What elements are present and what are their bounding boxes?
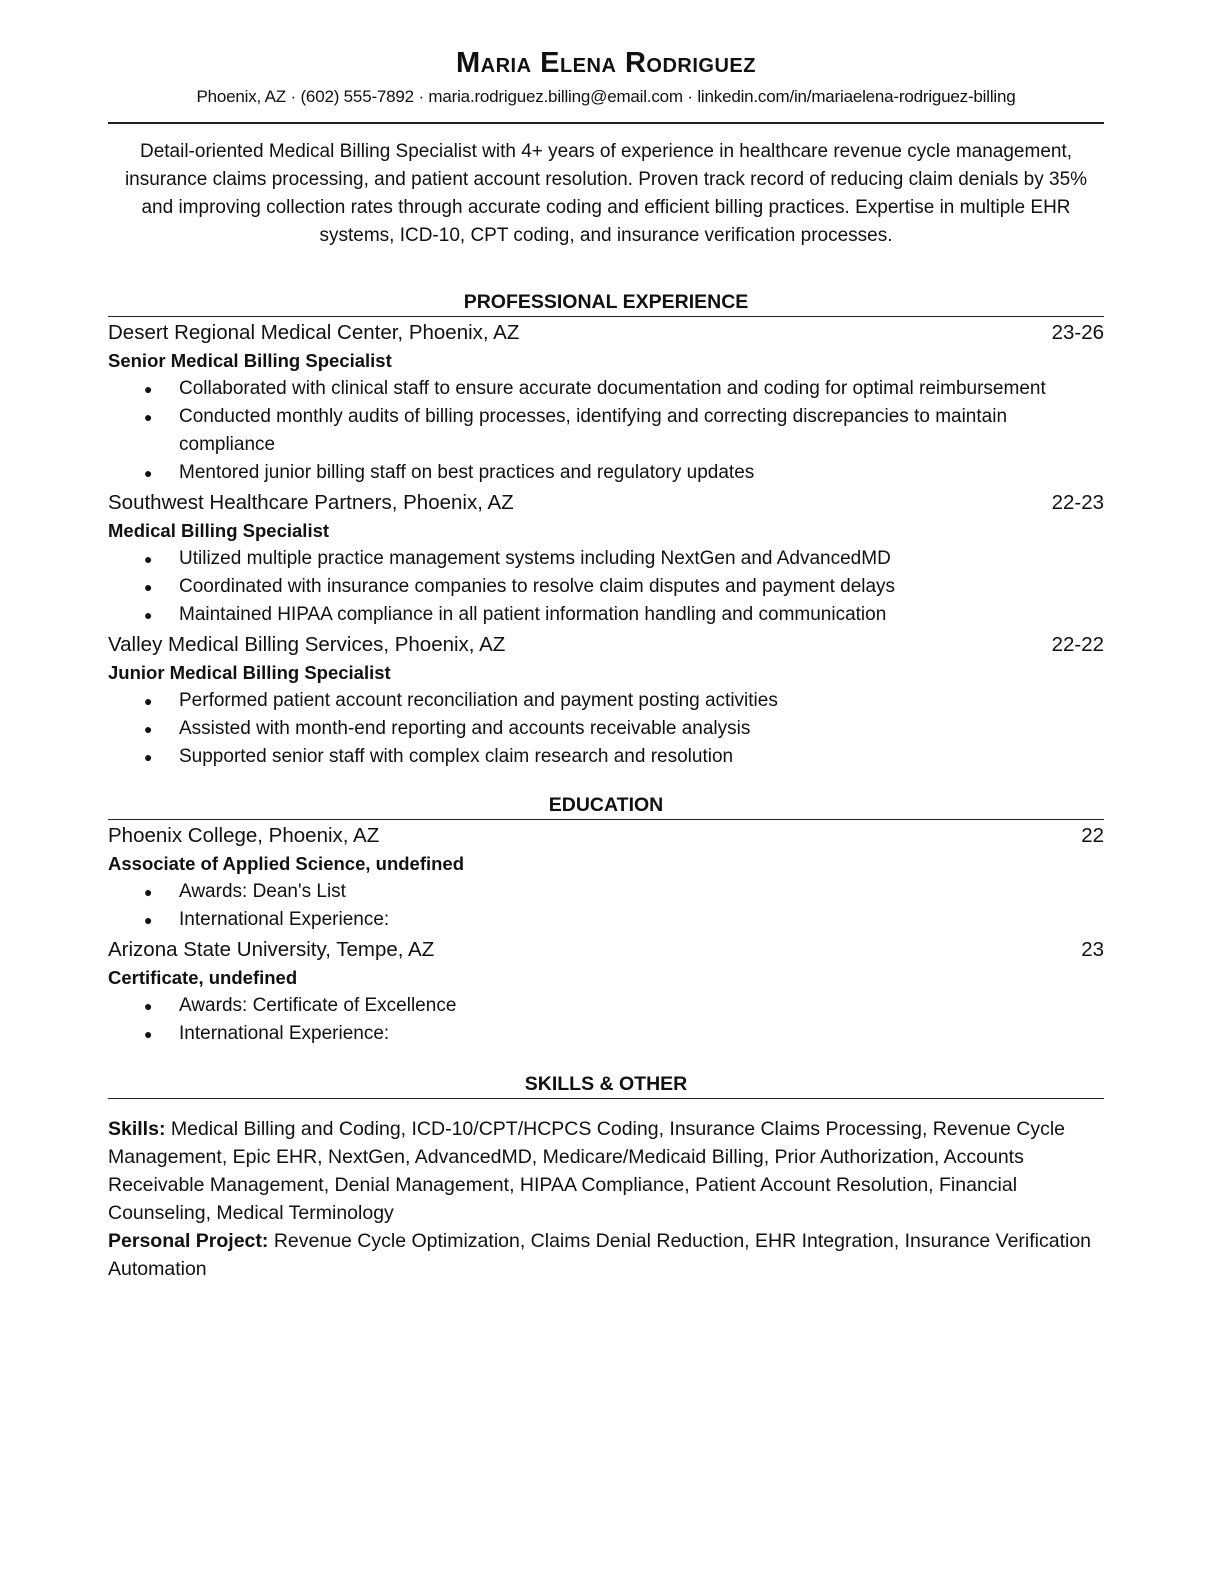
bullet-text: Coordinated with insurance companies to resolve claim disputes and payment delays — [179, 576, 896, 597]
bullet-text: Performed patient account reconciliation and payment posting activities — [179, 690, 778, 711]
entry-organization: Phoenix College, Phoenix, AZ — [108, 824, 380, 847]
bullet-item — [108, 1020, 1104, 1048]
entry — [108, 631, 1104, 771]
entry-header — [108, 936, 1104, 964]
bullet-text: Maintained HIPAA compliance in all patient information handling and communication — [179, 604, 887, 625]
section-title-education: EDUCATION — [548, 794, 664, 816]
entry-dates: 22 — [1081, 824, 1104, 847]
bullet-text: Awards: Dean's List — [179, 881, 346, 902]
entry — [108, 822, 1104, 934]
candidate-name: Maria Elena Rodriguez — [456, 47, 756, 79]
personal-project-line — [108, 1227, 1104, 1283]
header-divider — [108, 122, 1104, 124]
bullet-item — [108, 743, 1104, 771]
entry-organization: Southwest Healthcare Partners, Phoenix, AZ — [108, 491, 514, 514]
bullet-dot-icon: ● — [144, 721, 153, 737]
bullet-item — [108, 459, 1104, 487]
bullet-list — [108, 992, 1104, 1048]
resume-page — [108, 0, 1104, 1283]
bullet-item — [108, 906, 1104, 934]
personal-project-text: Revenue Cycle Optimization, Claims Denial Reduction, EHR Integration, Insurance Verification Automation — [108, 1230, 1092, 1280]
bullet-item — [108, 715, 1104, 743]
bullet-text: Collaborated with clinical staff to ensure accurate documentation and coding for optimal reimbursement — [179, 378, 1046, 399]
bullet-item — [108, 878, 1104, 906]
bullet-text: Assisted with month-end reporting and accounts receivable analysis — [179, 718, 751, 739]
bullet-dot-icon: ● — [144, 607, 153, 623]
entry-dates: 23-26 — [1051, 321, 1104, 344]
bullet-text: International Experience: — [179, 1023, 390, 1044]
personal-project-label: Personal Project: — [108, 1230, 269, 1252]
contact-line: Phoenix, AZ · (602) 555-7892 · maria.rodriguez.billing@email.com · linkedin.com/in/mariaelena-rodriguez-billing — [196, 87, 1016, 106]
section-divider — [108, 819, 1104, 820]
bullet-list — [108, 545, 1104, 629]
entry-header — [108, 489, 1104, 517]
bullet-dot-icon: ● — [144, 579, 153, 595]
bullet-text: Mentored junior billing staff on best practices and regulatory updates — [179, 462, 755, 483]
bullet-text: International Experience: — [179, 909, 390, 930]
bullet-item — [108, 545, 1104, 573]
entry-role: Associate of Applied Science, undefined — [108, 853, 465, 874]
section-title-skills: SKILLS & OTHER — [524, 1073, 688, 1095]
experience-list — [108, 319, 1104, 771]
entry-header — [108, 822, 1104, 850]
professional-summary: Detail-oriented Medical Billing Specialist with 4+ years of experience in healthcare revenue cycle management, insurance claims processing, and patient account resolution. Proven track record of reducing claim denials by 35% and improving collection rates through accurate coding and efficient billing practices. Expertise in multiple EHR systems, ICD-10, CPT coding, and insurance verification processes. — [124, 141, 1088, 246]
bullet-dot-icon: ● — [144, 465, 153, 481]
bullet-item — [108, 403, 1104, 459]
bullet-text: Conducted monthly audits of billing processes, identifying and correcting discrepancies to maintain compliance — [179, 406, 1008, 455]
bullet-dot-icon: ● — [144, 749, 153, 765]
section-divider — [108, 316, 1104, 317]
experience-section — [108, 290, 1104, 771]
bullet-dot-icon: ● — [144, 1026, 153, 1042]
education-section — [108, 793, 1104, 1048]
skills-section — [108, 1072, 1104, 1283]
entry-role: Medical Billing Specialist — [108, 520, 330, 541]
education-list — [108, 822, 1104, 1048]
entry — [108, 319, 1104, 487]
bullet-item — [108, 573, 1104, 601]
entry-header — [108, 319, 1104, 347]
entry-role: Certificate, undefined — [108, 967, 298, 988]
entry-role: Junior Medical Billing Specialist — [108, 662, 391, 683]
skills-line — [108, 1115, 1104, 1227]
bullet-dot-icon: ● — [144, 884, 153, 900]
entry-organization: Valley Medical Billing Services, Phoenix, AZ — [108, 633, 506, 656]
bullet-list — [108, 375, 1104, 487]
section-title-experience: PROFESSIONAL EXPERIENCE — [463, 291, 749, 313]
bullet-dot-icon: ● — [144, 409, 153, 425]
entry-dates: 22-23 — [1051, 491, 1104, 514]
entry-header — [108, 631, 1104, 659]
entry-dates: 23 — [1081, 938, 1104, 961]
bullet-item — [108, 601, 1104, 629]
bullet-dot-icon: ● — [144, 998, 153, 1014]
bullet-dot-icon: ● — [144, 912, 153, 928]
entry-role: Senior Medical Billing Specialist — [108, 350, 392, 371]
bullet-dot-icon: ● — [144, 381, 153, 397]
entry-organization: Desert Regional Medical Center, Phoenix, AZ — [108, 321, 520, 344]
bullet-text: Utilized multiple practice management systems including NextGen and AdvancedMD — [179, 548, 891, 569]
bullet-item — [108, 687, 1104, 715]
skills-text: Medical Billing and Coding, ICD-10/CPT/HCPCS Coding, Insurance Claims Processing, Revenue Cycle Management, Epic EHR, NextGen, AdvancedMD, Medicare/Medicaid Billing, Prior Authorization, Accounts Receivable Management, Denial Management, HIPAA Compliance, Patient Account Resolution, Financial Counseling, Medical Terminology — [108, 1118, 1066, 1224]
bullet-item — [108, 375, 1104, 403]
bullet-list — [108, 687, 1104, 771]
skills-block — [108, 1115, 1104, 1283]
bullet-dot-icon: ● — [144, 693, 153, 709]
bullet-item — [108, 992, 1104, 1020]
entry — [108, 936, 1104, 1048]
entry-dates: 22-22 — [1051, 633, 1104, 656]
skills-label: Skills: — [108, 1118, 166, 1140]
bullet-text: Supported senior staff with complex claim research and resolution — [179, 746, 734, 767]
bullet-dot-icon: ● — [144, 551, 153, 567]
entry-organization: Arizona State University, Tempe, AZ — [108, 938, 435, 961]
bullet-list — [108, 878, 1104, 934]
entry — [108, 489, 1104, 629]
section-divider — [108, 1098, 1104, 1099]
bullet-text: Awards: Certificate of Excellence — [179, 995, 457, 1016]
